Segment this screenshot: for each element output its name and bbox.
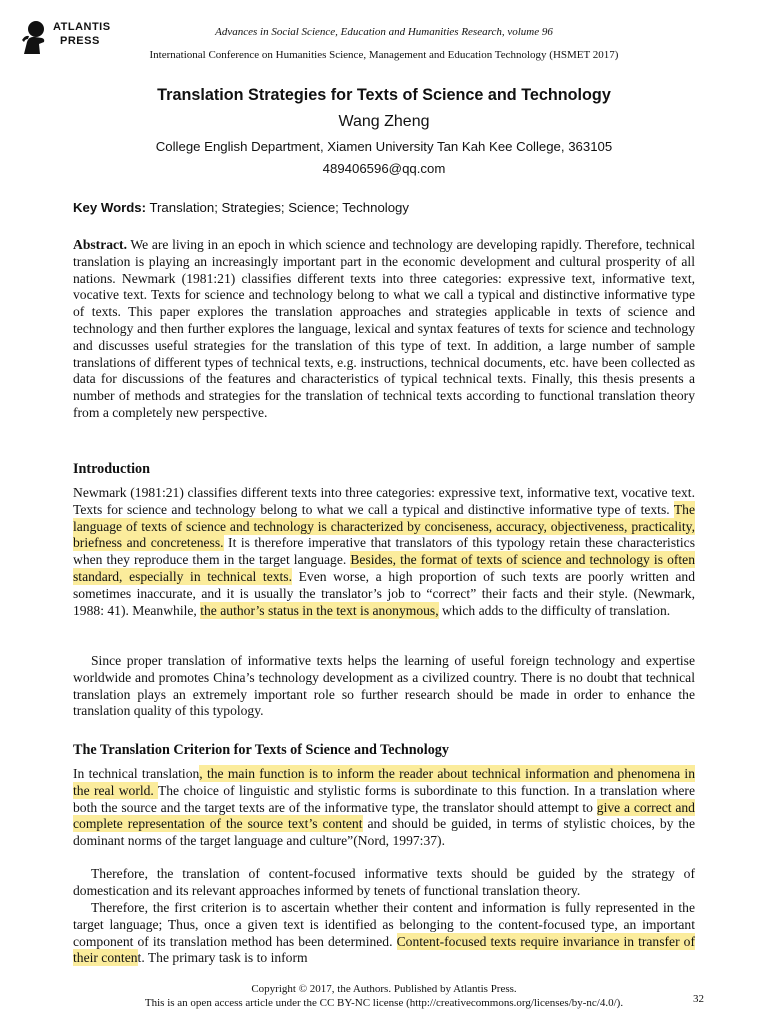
- criterion-p1-text-3: and should be guided, in terms of stylistic choices, by the dominant norms of the target language and culture”(Nord, 1997:37).: [73, 816, 695, 849]
- license-notice: This is an open access article under the CC BY-NC license (http://creativecommons.org/licenses/by-nc/4.0/).: [144, 997, 624, 1009]
- criterion-p3-text-1: Therefore, the first criterion is to ascertain whether their content and information is fully represented in the target language; Thus, once a given text is identified as belonging to the content-focused type, an important component of its translation method has been determined.: [73, 900, 695, 949]
- series-header: Advances in Social Science, Education and Humanities Research, volume 96: [215, 26, 553, 38]
- intro-p1-text-4: which adds to the difficulty of translation.: [438, 602, 671, 618]
- highlight-criterion-3: Content-focused texts require invariance in transfer of their conten: [73, 933, 695, 966]
- criterion-paragraph-3: [73, 900, 695, 967]
- logo-line1: ATLANTIS: [53, 21, 111, 33]
- paper-title: Translation Strategies for Texts of Science and Technology: [157, 86, 611, 104]
- criterion-p1-text-1: In technical translation: [73, 766, 200, 781]
- logo-line2: PRESS: [60, 35, 100, 47]
- page-number: 32: [693, 993, 704, 1005]
- copyright-notice: Copyright © 2017, the Authors. Published by Atlantis Press.: [251, 983, 517, 995]
- abstract-label: Abstract.: [73, 237, 127, 252]
- highlight-intro-2: Besides, the format of texts of science and technology is often standard, especially in technical texts.: [73, 552, 695, 584]
- author-email: 489406596@qq.com: [322, 161, 446, 176]
- criterion-paragraph-1: [73, 766, 695, 850]
- intro-p1-text-3: Even worse, a high proportion of such texts are poorly written and sometimes inaccurate, and it is usually the translator’s job to “correct” their facts and their style. (Newmark, 1988: 41). Meanwhile,: [73, 568, 695, 618]
- criterion-p3-text-2: t. The primary task is to inform: [137, 950, 308, 966]
- intro-p1-text-2: It is therefore imperative that translators of this typology retain these characteristics when they reproduce them in the target language.: [73, 535, 695, 568]
- intro-p1-text-1: Newmark (1981:21) classifies different texts into three categories: expressive text, informative text, vocative text. Texts for science and technology belong to what we call a typical and distinctive informative type of texts.: [73, 485, 695, 517]
- abstract: [73, 237, 695, 422]
- criterion-p1-text-2: The choice of linguistic and stylistic forms is subordinate to this function. In a translation where both the source and the target texts are of the informative type, the translator should attempt to: [73, 782, 695, 815]
- conference-header: International Conference on Humanities Science, Management and Education Technology (HSMET 2017): [149, 49, 619, 61]
- abstract-text: We are living in an epoch in which science and technology are developing rapidly. Therefore, technical translation is playing an increasingly important part in the economic development and cultural prosperity of all nations. Newmark (1981:21) classifies different texts into three categories: expressive text, informative text, vocative text. Texts for science and technology belong to what we call a typical and distinctive informative type of texts. This paper explores the translation approaches and strategies applicable in texts of science and technology and then further explores the language, lexical and syntax features of texts for science and technology and discusses useful strategies for the translation of this type of text. In addition, a large number of sample translations of different types of technical texts, e.g. instructions, technical documents, etc. have been collected as data for discussions of the features and characteristics of typical technical texts. Finally, this thesis presents a number of methods and strategies for the translation of technical texts according to functional translation theory from a completely new perspective.: [73, 237, 695, 420]
- highlight-intro-1: The language of texts of science and technology is characterized by conciseness, accuracy, objectiveness, practicality, briefness and concreteness.: [73, 501, 695, 551]
- keywords: [73, 200, 409, 215]
- keywords-text: Translation; Strategies; Science; Technology: [146, 200, 409, 215]
- criterion-heading: The Translation Criterion for Texts of Science and Technology: [73, 742, 449, 758]
- highlight-intro-3: the author’s status in the text is anonymous,: [200, 602, 439, 618]
- affiliation: College English Department, Xiamen University Tan Kah Kee College, 363105: [155, 139, 613, 154]
- criterion-paragraph-2: Therefore, the translation of content-focused informative texts should be guided by the strategy of domestication and its relevant approaches informed by tenets of functional translation theory.: [73, 866, 695, 898]
- highlight-criterion-2: give a correct and complete representation of the source text’s content: [73, 799, 695, 832]
- introduction-paragraph-1: [73, 485, 695, 619]
- introduction-paragraph-2: Since proper translation of informative texts helps the learning of useful foreign technology and expertise worldwide and promotes China’s technology development as a civilized country. There is no doubt that technical translation plays an extremely important role so further research should be made in order to enhance the translation quality of this typology.: [73, 653, 695, 719]
- keywords-label: Key Words:: [73, 200, 147, 215]
- author-name: Wang Zheng: [338, 113, 430, 130]
- highlight-criterion-1: , the main function is to inform the reader about technical information and phenomena in the real world.: [73, 766, 695, 798]
- introduction-heading: Introduction: [73, 461, 150, 477]
